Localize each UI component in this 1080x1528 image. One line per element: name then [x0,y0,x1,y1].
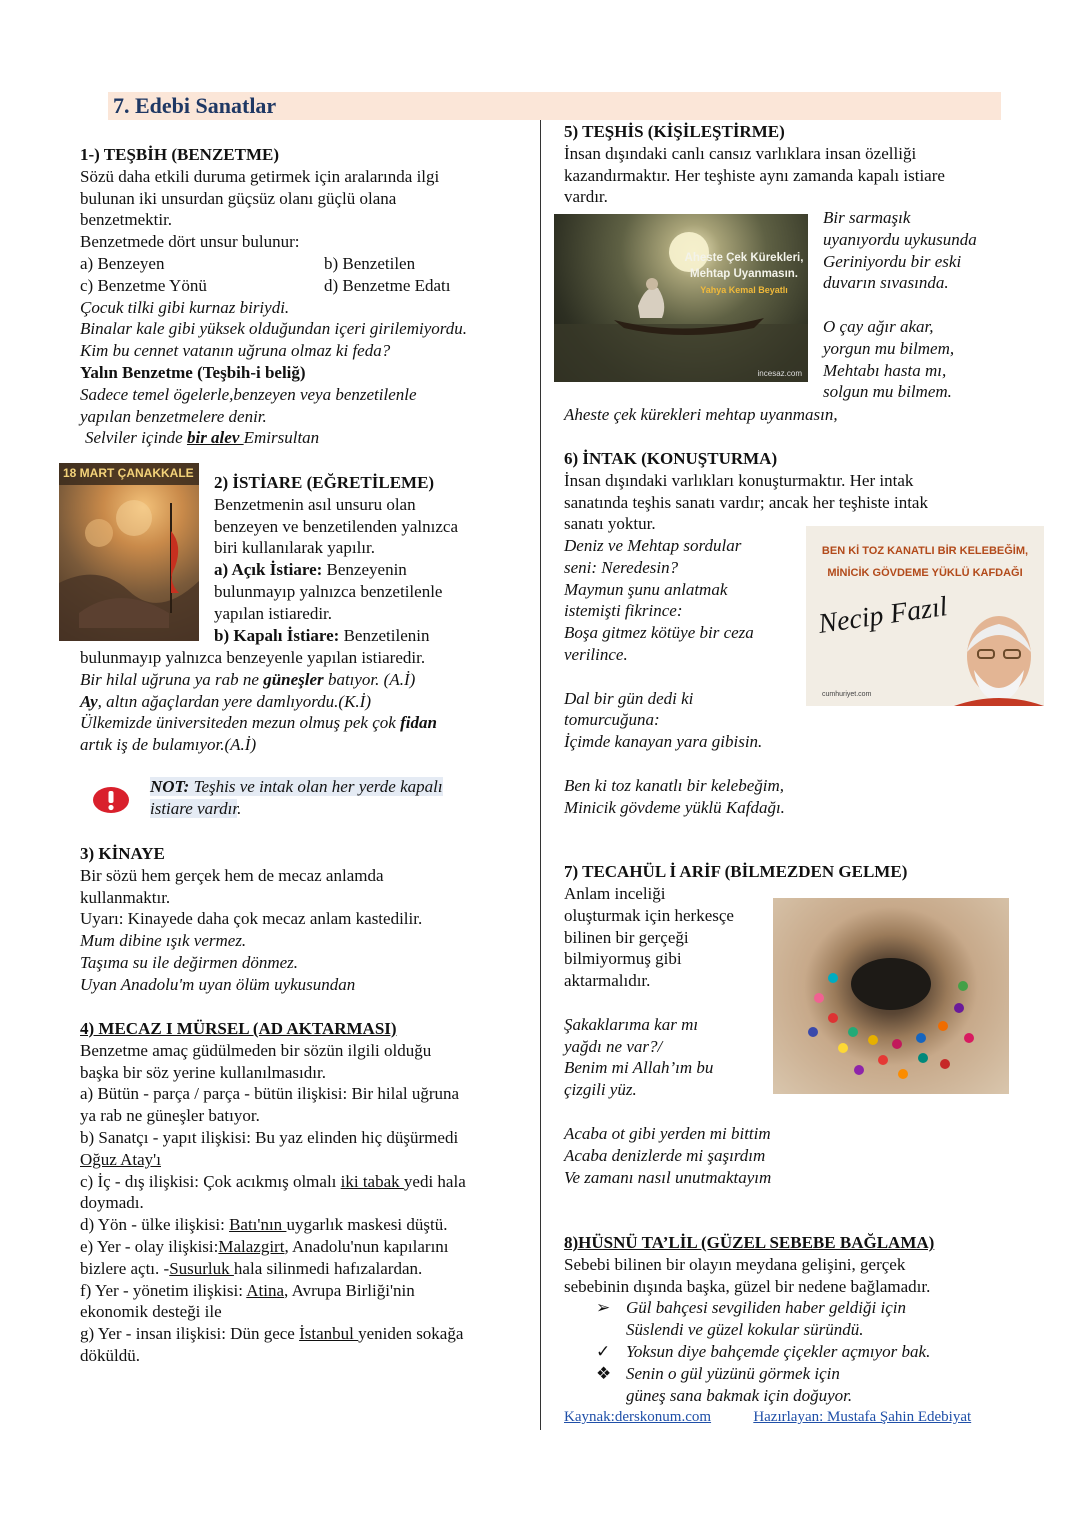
mecaz-item: b) Sanatçı - yapıt ilişkisi: Bu yaz elinden hiç düşürmedi [80,1127,459,1147]
istiare-heading: 2) İSTİARE (EĞRETİLEME) [214,473,435,492]
mecaz-item [80,1149,530,1171]
signature: Necip Fazıl [816,591,950,640]
section-intak [564,448,1014,535]
poem-line: Bir sarmaşık [823,208,911,227]
acik-istiare-text: Benzeyenin [322,560,407,580]
example-text: batıyor. (A.İ) [323,669,416,689]
page-title: 7. Edebi Sanatlar [113,93,277,118]
note-line-2 [150,798,490,820]
image-quote-line: MİNİCİK GÖVDEME YÜKLÜ KAFDAĞI [827,567,1023,579]
teshis-line [564,404,1004,426]
portrait-illustration [954,598,1044,706]
note-line-1 [150,776,490,798]
units-intro: Benzetmede dört unsur bulunur: [80,232,300,252]
section-istiare-cont [80,647,530,756]
tecahul-desc-line: bilmiyormuş gibi [564,949,682,969]
husnu-example-list [564,1297,1014,1406]
mecaz-item: döküldü. [80,1345,140,1365]
mecaz-text: e) Yer - olay ilişkisi: [80,1236,219,1256]
poem-line: Şakaklarıma kar mı [564,1014,699,1034]
example-line: Çocuk tilki gibi kurnaz biriydi. [80,297,290,317]
note-line-bg [150,777,443,796]
mecaz-text: uygarlık maskesi düştü. [286,1215,448,1235]
tesbih-heading: 1-) TEŞBİH (BENZETME) [80,145,280,164]
units-row [80,275,530,297]
yalin-desc-line: yapılan benzetmelere denir. [80,406,267,426]
poem-line: Mehtabı hasta mı, [823,360,947,380]
poem-line: seni: Neredesin? [564,557,679,577]
mecaz-text: bizlere açtı. - [80,1258,170,1278]
mecaz-item: ya rab ne güneşler batıyor. [80,1106,260,1126]
example-highlight: bir alev [186,428,244,448]
poem-line: Acaba denizlerde mi şaşırdım [564,1145,766,1165]
list-item-line: Yoksun diye bahçemde çiçekler açmıyor bak. [626,1341,931,1361]
yalin-example [80,427,530,449]
poem-line: solgun mu bilmem. [823,382,952,402]
column-divider [540,120,541,1430]
yalin-desc-line: Sadece temel ögelerle,benzeyen veya benzetilenle [80,384,417,404]
image-watermark: cumhuriyet.com [822,691,872,698]
husnu-desc-line: Sebebi bilinen bir olayın meydana gelişini, gerçek [564,1254,906,1274]
section-kinaye [80,843,530,996]
list-item-line: Gül bahçesi sevgiliden haber geldiği için [626,1298,906,1318]
author-link[interactable]: Hazırlayan: Mustafa Şahin Edebiyat [753,1409,972,1425]
teshis-poem-1 [823,207,1013,403]
tesbih-desc-line: bulunan iki unsurdan güçsüz olanı güçlü olana [80,188,397,208]
note-block [150,776,490,820]
poem-line: tomurcuğuna: [564,710,660,730]
poem-line: uyanıyordu uykusunda [823,229,977,249]
poem-line: Boşa gitmez kötüye bir ceza [564,623,754,643]
mehtap-illustration [554,214,808,382]
teshis-desc-line: vardır. [564,187,608,207]
teshis-desc-line: İnsan dışındaki canlı cansız varlıklara insan özelliği [564,143,917,163]
istiare-example: artık iş de bulamıyor.(A.İ) [80,735,257,755]
mecaz-text: yedi hala [403,1171,466,1191]
mecaz-text: c) İç - dış ilişkisi: Çok acıkmış olmalı [80,1171,341,1191]
kapali-istiare-text: Benzetilenin [339,625,430,645]
poem-line: verilince. [564,644,628,664]
teshis-heading: 5) TEŞHİS (KİŞİLEŞTİRME) [564,122,785,141]
kapali-istiare-label: b) Kapalı İstiare: [214,625,340,645]
list-item-line: Süslendi ve güzel kokular süründü. [626,1320,864,1340]
tecahul-body [564,883,774,1101]
image-author: Yahya Kemal Beyatlı [700,285,788,295]
istiare-example [80,691,530,713]
necip-fazil-image [806,526,1044,706]
example-text: Bir hilal uğruna ya rab ne [80,669,264,689]
image-quote-line: BEN Kİ TOZ KANATLI BİR KELEBEĞİM, [821,545,1029,557]
intak-desc-line: sanatı yoktur. [564,514,656,534]
tesbih-desc-line: Sözü daha etkili duruma getirmek için aralarında ilgi [80,166,440,186]
tecahul-heading: 7) TECAHÜL İ ARİF (BİLMEZDEN GELME) [564,862,908,881]
mecaz-item [80,1214,530,1236]
mecaz-text: , Anadolu'nun kapılarını [284,1236,449,1256]
section-mecaz-mursel [80,1018,530,1367]
example-text: , altın ağaçlardan yere damlıyordu.(K.İ) [97,691,371,711]
mecaz-item [80,1171,530,1193]
footer [564,1406,971,1427]
section-tesbih [80,144,530,449]
poem-line: Benim mi Allah’ım bu [564,1058,714,1078]
tecahul-desc-line: Anlam inceliği [564,884,666,903]
poem-line: O çay ağır akar, [823,316,934,336]
teshis-desc-line: kazandırmaktır. Her teşhiste aynı zamanda kapalı istiare [564,165,945,185]
poem-line: Maymun şunu anlatmak [564,579,728,599]
acik-istiare-line: bulunmayıp yalnızca benzetilenle [214,581,443,601]
crowd-illustration [773,898,1009,1094]
example-text: Emirsultan [243,428,320,448]
tecahul-desc-line: bilinen bir gerçeği [564,927,689,947]
example-highlight: Ay [80,691,98,711]
poem-line: Ve zamanı nasıl unutmaktayım [564,1167,772,1187]
intak-poems [564,535,804,818]
poem-line: Dal bir gün dedi ki [564,688,694,708]
istiare-example [80,669,530,691]
list-item [564,1341,1014,1363]
acik-istiare-label: a) Açık İstiare: [214,560,323,580]
example-line: Mum dibine ışık vermez. [80,931,247,951]
mecaz-desc-line: Benzetme amaç güdülmeden bir sözün ilgili olduğu [80,1040,432,1060]
poem-line: Geriniyordu bir eski [823,251,962,271]
mecaz-desc-line: başka bir söz yerine kullanılmasıdır. [80,1062,326,1082]
intak-desc-line: İnsan dışındaki varlıkları konuşturmaktır. Her intak [564,470,914,490]
mecaz-item: a) Bütün - parça / parça - bütün ilişkisi: Bir hilal uğruna [80,1084,460,1104]
mecaz-text: f) Yer - yönetim ilişkisi: [80,1280,247,1300]
example-text: Ülkemizde üniversiteden mezun olmuş pek çok [80,713,401,733]
intak-heading: 6) İNTAK (KONUŞTURMA) [564,449,778,468]
mecaz-text: yeniden sokağa [358,1324,464,1344]
kapali-istiare-line [214,625,514,647]
units-row [80,253,530,275]
source-link[interactable]: Kaynak:derskonum.com [564,1409,712,1425]
tecahul-desc-line: aktarmalıdır. [564,971,651,991]
note-text: . [237,798,242,818]
image-caption: 18 MART ÇANAKKALE [63,466,194,480]
section-teshis [564,121,1004,208]
mecaz-item [80,1258,530,1280]
poem-line: Acaba ot gibi yerden mi bittim [564,1124,771,1143]
mecaz-highlight: Batı'nın [229,1215,287,1235]
warning-icon [92,786,130,814]
mecaz-heading: 4) MECAZ I MÜRSEL (AD AKTARMASI) [80,1019,397,1038]
mecaz-text: , Avrupa Birliği'nin [284,1280,415,1300]
canakkale-illustration [59,463,199,641]
image-watermark: incesaz.com [757,369,802,378]
example-highlight: güneşler [263,669,324,689]
image-text-line: Aheste Çek Kürekleri, [684,252,804,264]
example-line: Binalar kale gibi yüksek olduğundan içeri girilemiyordu. [80,319,467,339]
section-tecahul [564,861,1014,883]
istiare-desc-line: biri kullanılarak yapılır. [214,538,375,558]
unit-item: b) Benzetilen [324,253,416,273]
tecahul-poem-2 [564,1123,1004,1188]
mecaz-highlight: Malazgirt [218,1236,285,1256]
mecaz-text: hala silinmedi hafızalardan. [233,1258,423,1278]
husnu-desc-line: sebebinin dışında başka, güzel bir nedene bağlamadır. [564,1276,931,1296]
diamond-icon: ❖ [596,1363,612,1383]
mecaz-item [80,1236,530,1258]
poem-line: istemişti fikrince: [564,601,683,621]
husnu-talil-heading: 8)HÜSNÜ TA’LİL (GÜZEL SEBEBE BAĞLAMA) [564,1233,935,1252]
example-line: Uyan Anadolu'm uyan ölüm uykusundan [80,974,356,994]
note-text: istiare vardır [150,798,238,818]
image-text-line: Mehtap Uyanmasın. [690,268,798,280]
unit-item: d) Benzetme Edatı [324,275,451,295]
checkmark-icon: ✓ [596,1341,611,1361]
arrow-icon: ➢ [596,1298,611,1318]
poem-line: duvarın sıvasında. [823,273,949,293]
poem-line: yorgun mu bilmem, [823,338,955,358]
kinaye-heading: 3) KİNAYE [80,844,165,863]
kinaye-desc-line: Bir sözü hem gerçek hem de mecaz anlamda [80,865,384,885]
mecaz-item [80,1280,530,1302]
section-istiare [214,472,514,646]
poem-line: Ben ki toz kanatlı bir kelebeğim, [564,775,784,795]
istiare-desc-line: Benzetmenin asıl unsuru olan [214,494,416,514]
mehtap-image [554,214,808,382]
canakkale-image [59,463,199,641]
mecaz-item [80,1323,530,1345]
poem-line: çizgili yüz. [564,1080,637,1100]
image-text [682,250,806,298]
mecaz-text: g) Yer - insan ilişkisi: Dün gece [80,1324,300,1344]
unit-item: c) Benzetme Yönü [80,275,207,295]
mecaz-item: ekonomik desteği ile [80,1302,222,1322]
example-line: Taşıma su ile değirmen dönmez. [80,952,299,972]
intak-desc-line: sanatında teşhis sanatı vardır; ancak her teşhiste intak [564,492,928,512]
mecaz-highlight: İstanbul [299,1324,359,1344]
mecaz-text: d) Yön - ülke ilişkisi: [80,1215,230,1235]
crowd-image [773,898,1009,1094]
istiare-desc-line: benzeyen ve benzetilenden yalnızca [214,516,459,536]
poem-line: Aheste çek kürekleri mehtap uyanmasın, [564,405,838,424]
poem-line: Minicik gövdeme yüklü Kafdağı. [564,797,785,817]
mecaz-highlight: Atina [246,1280,285,1300]
section-husnu-talil [564,1232,1014,1406]
list-item-line: güneş sana bakmak için doğuyor. [626,1385,853,1405]
image-quote [806,540,1044,584]
mecaz-highlight: iki tabak [340,1171,404,1191]
mecaz-highlight: Susurluk [169,1258,234,1278]
mecaz-item: doymadı. [80,1193,144,1213]
yalin-benzetme-heading: Yalın Benzetme (Teşbih-i beliğ) [80,362,306,382]
istiare-example [80,712,530,734]
list-item [564,1363,1014,1407]
poem-line: Deniz ve Mehtap sordular [564,536,742,555]
list-item-line: Senin o gül yüzünü görmek için [626,1363,840,1383]
mecaz-highlight: Oğuz Atay'ı [80,1149,161,1169]
example-line: Kim bu cennet vatanın uğruna olmaz ki feda? [80,341,391,361]
poem-line: İçimde kanayan yara gibisin. [564,732,763,752]
note-label: NOT: [150,777,190,796]
tesbih-desc-line: benzetmektir. [80,210,173,230]
list-item [564,1297,1014,1341]
tecahul-desc-line: oluşturmak için herkesçe [564,905,734,925]
acik-istiare-line [214,559,514,581]
kinaye-desc-line: kullanmaktır. [80,887,171,907]
poem-line: yağdı ne var?/ [564,1036,663,1056]
unit-item: a) Benzeyen [80,253,165,273]
kinaye-warning: Uyarı: Kinayede daha çok mecaz anlam kastedilir. [80,909,423,929]
example-text: Selviler içinde [85,428,187,448]
note-text: Teşhis ve intak olan her yerde kapalı [189,777,443,796]
example-highlight: fidan [400,713,437,733]
kapali-istiare-line: bulunmayıp yalnızca benzeyenle yapılan istiaredir. [80,648,426,667]
acik-istiare-line: yapılan istiaredir. [214,603,333,623]
